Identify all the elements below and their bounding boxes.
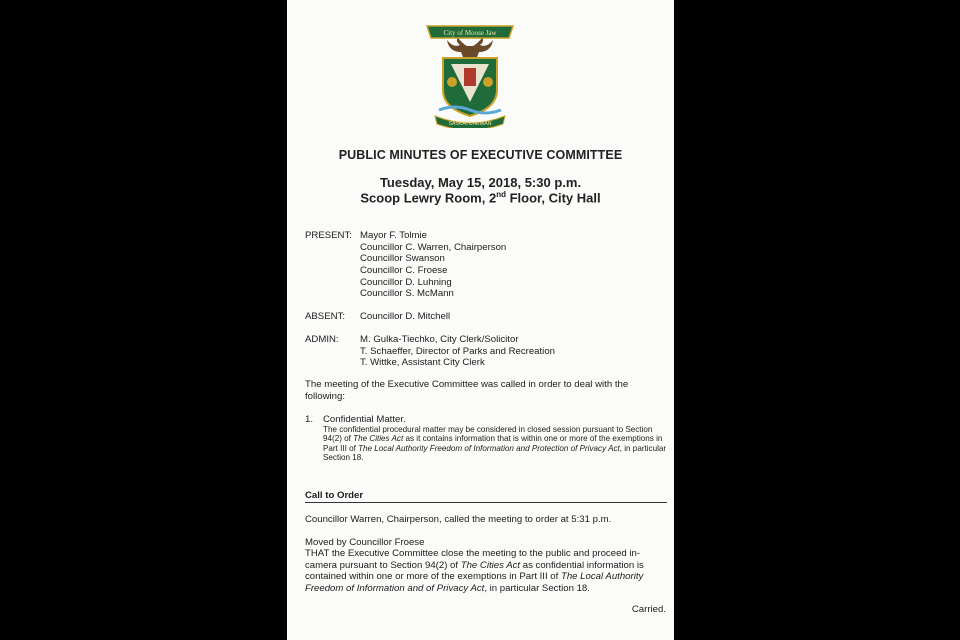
- present-member: Councillor C. Warren, Chairperson: [360, 241, 507, 253]
- item-description: The confidential procedural matter may be considered in closed session pursuant to Section 94(2) of The Cities Act as it contains information that is within one or more of the exemptions in Part III of The Local Authority Freedom of Information and Protection of Privacy Act, in particular Section 18.: [323, 425, 667, 462]
- absent-label: ABSENT:: [305, 311, 345, 322]
- present-member: Councillor Swanson: [360, 253, 445, 265]
- crest-banner-text: City of Moose Jaw: [443, 29, 497, 37]
- present-list: [360, 230, 506, 300]
- admin-label: ADMIN:: [305, 334, 339, 345]
- motion-result: Carried.: [631, 604, 666, 615]
- present-member: Councillor D. Luhning: [360, 276, 452, 288]
- call-to-order-text: Councillor Warren, Chairperson, called the meeting to order at 5:31 p.m.: [305, 514, 612, 525]
- meeting-datetime: Tuesday, May 15, 2018, 5:30 p.m.: [379, 175, 582, 190]
- intro-paragraph: The meeting of the Executive Committee was called in order to deal with the following:: [305, 379, 629, 402]
- meeting-location: Scoop Lewry Room, 2nd Floor, City Hall: [360, 190, 601, 206]
- admin-member: T. Schaeffer, Director of Parks and Recreation: [360, 345, 555, 357]
- city-crest-logo: [425, 18, 515, 128]
- admin-member: T. Wittke, Assistant City Clerk: [360, 357, 485, 369]
- present-label: PRESENT:: [305, 230, 352, 241]
- item-number: 1.: [305, 414, 314, 425]
- present-member: Mayor F. Tolmie: [360, 230, 427, 241]
- moved-by: Moved by Councillor Froese: [305, 537, 425, 548]
- absent-member: Councillor D. Mitchell: [360, 311, 451, 322]
- present-member: Councillor C. Froese: [360, 265, 448, 277]
- minutes-page: [287, 0, 674, 640]
- call-to-order-heading: Call to Order: [305, 490, 667, 503]
- document-title: PUBLIC MINUTES OF EXECUTIVE COMMITTEE: [338, 148, 623, 162]
- admin-member: M. Gulka-Tiechko, City Clerk/Solicitor: [360, 334, 519, 345]
- present-member: Councillor S. McMann: [360, 288, 454, 300]
- item-heading: Confidential Matter.: [323, 414, 406, 425]
- motion-text: THAT the Executive Committee close the meeting to the public and proceed in-camera pursuant to Section 94(2) of The Cities Act as confidential information is contained within one or more of the exemptions in Part III of The Local Authority Freedom of Information and of Privacy Act, in particular Section 18.: [305, 548, 644, 595]
- crest-ribbon-text: SASKATCHEWAN: [448, 121, 492, 127]
